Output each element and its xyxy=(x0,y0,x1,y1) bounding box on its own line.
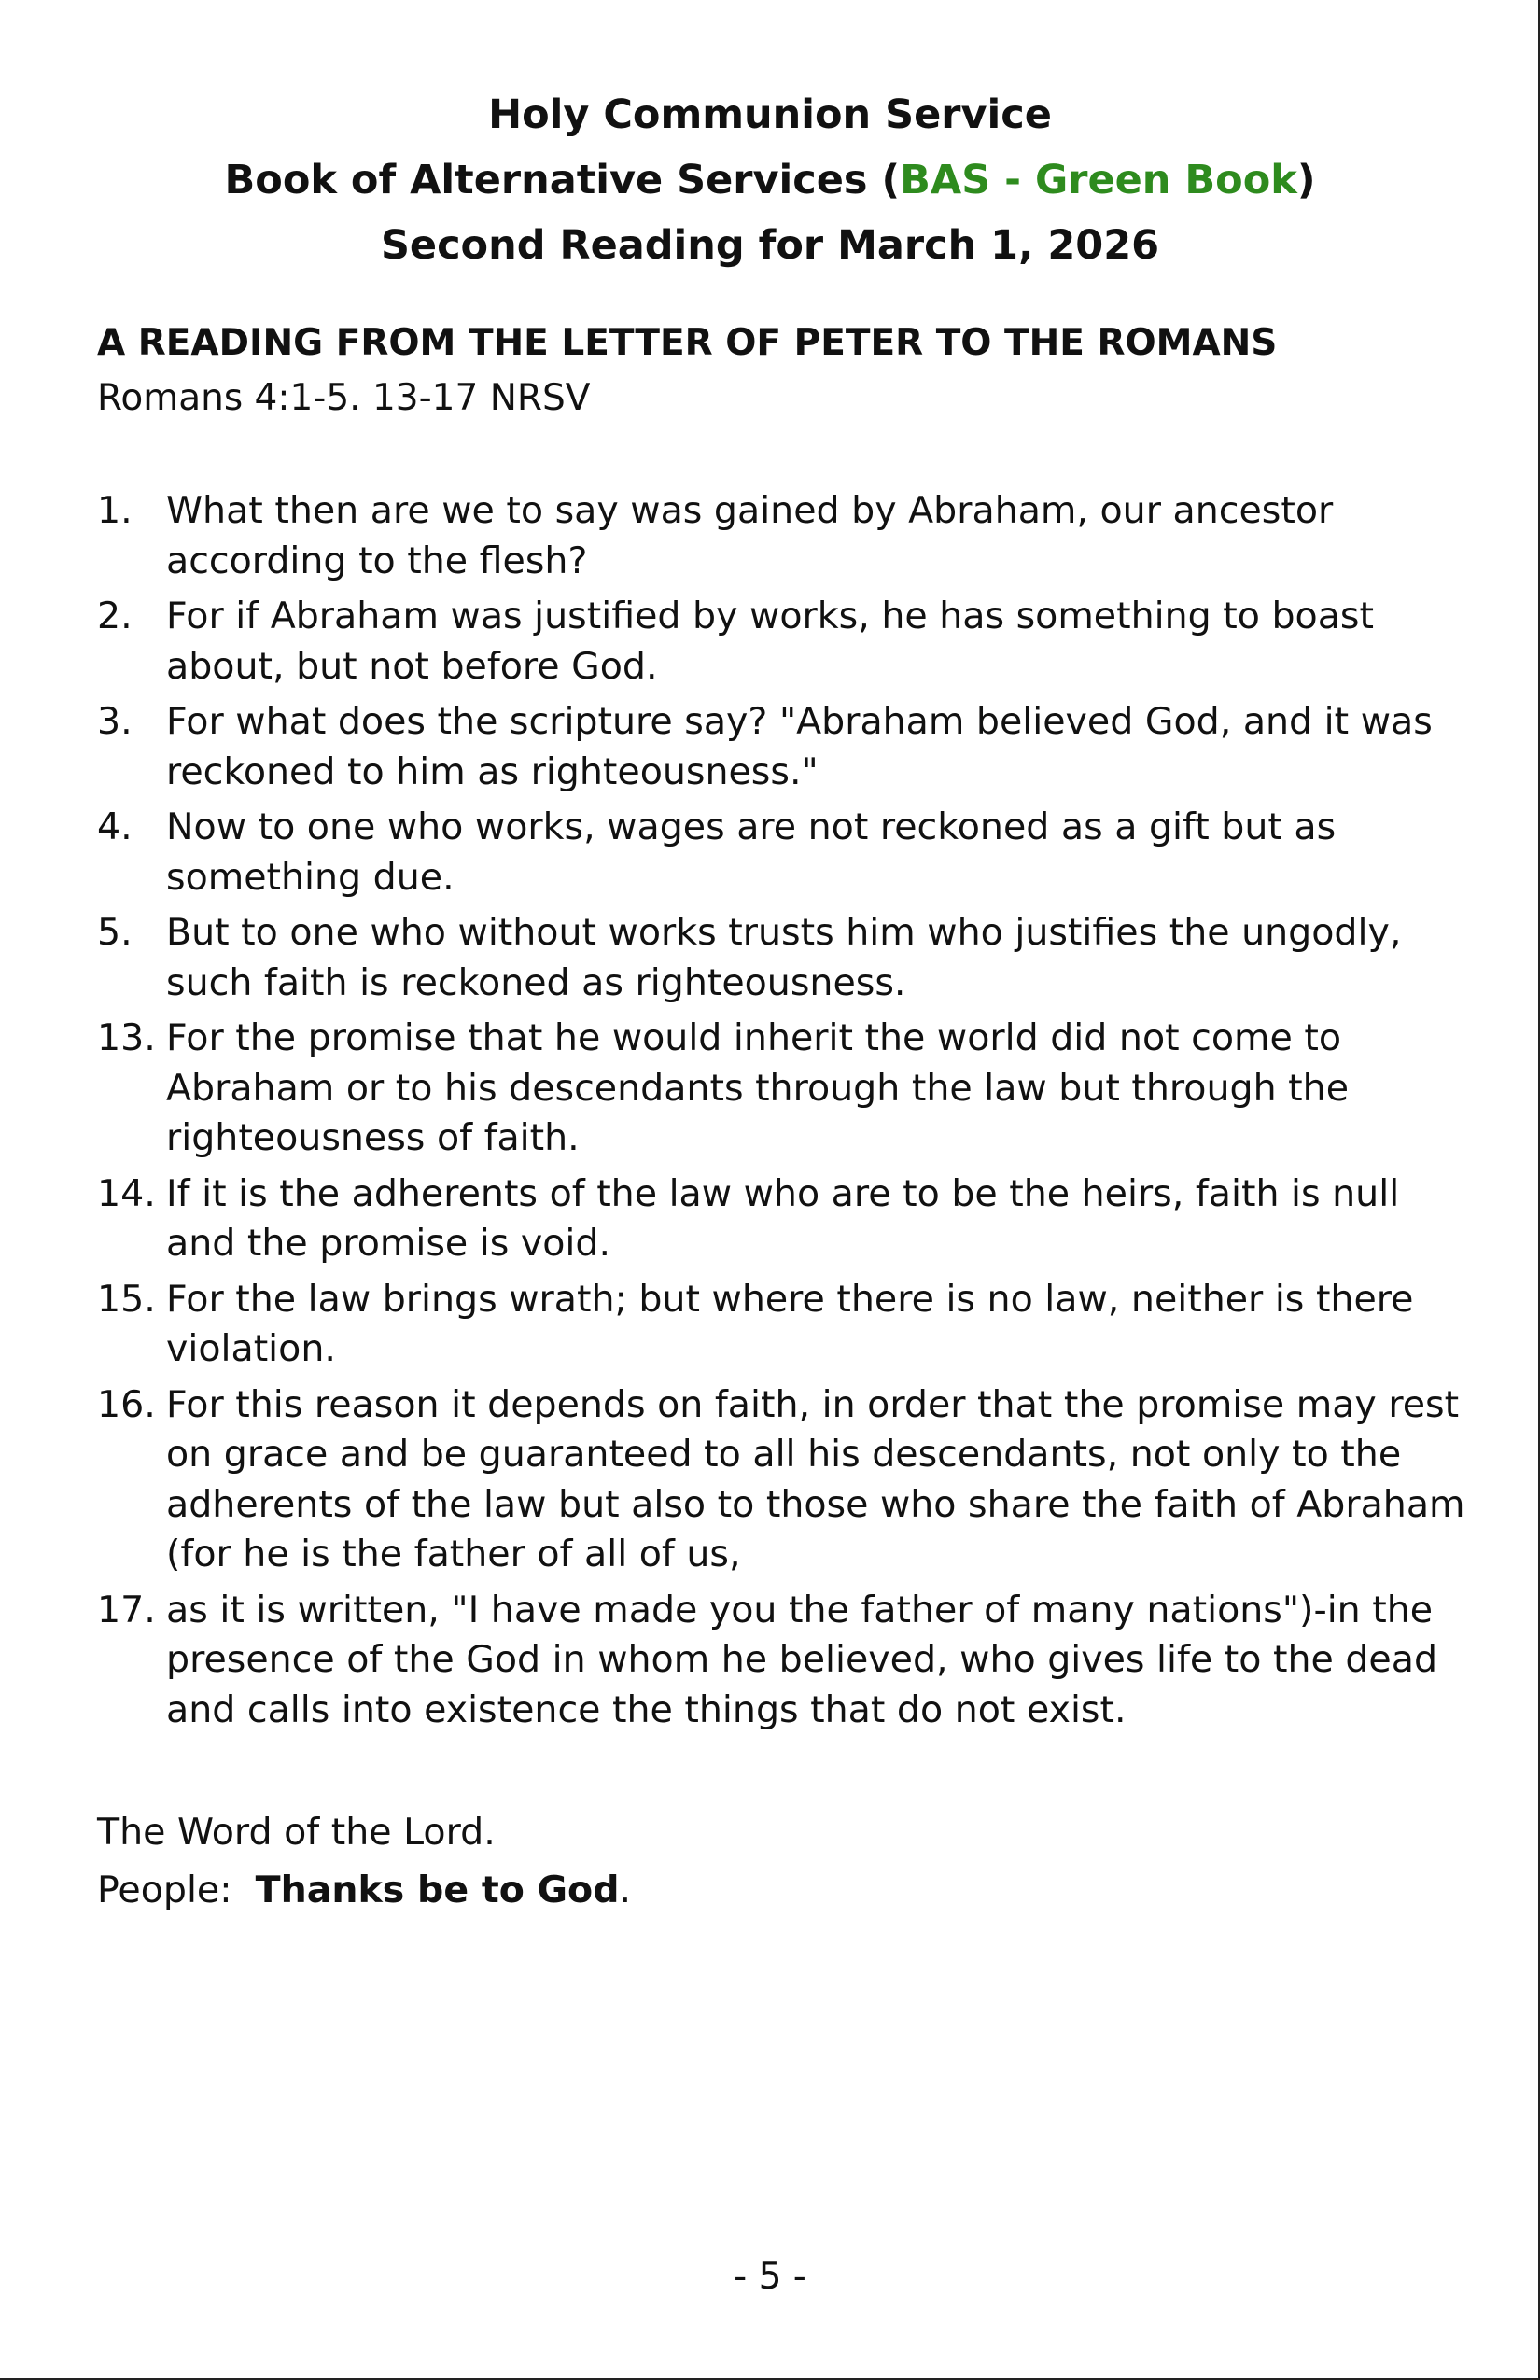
verse-item xyxy=(97,1380,1478,1580)
verse-number: 14. xyxy=(97,1171,156,1215)
people-response-line xyxy=(97,1861,631,1919)
verse-text: For if Abraham was justified by works, he has something to boast about, but not before God. xyxy=(166,595,1374,688)
verse-number: 13. xyxy=(97,1016,156,1059)
verse-text: For what does the scripture say? "Abraham believed God, and it was reckoned to him as righteousness." xyxy=(166,700,1433,793)
verse-number: 15. xyxy=(97,1277,156,1321)
book-title xyxy=(0,147,1540,213)
reading-reference: Romans 4:1-5. 13-17 NRSV xyxy=(97,377,591,419)
verse-text: What then are we to say was gained by Abraham, our ancestor according to the flesh? xyxy=(166,489,1334,582)
verse-item xyxy=(97,1014,1478,1164)
verse-number: 2. xyxy=(97,595,133,637)
reading-date-title: Second Reading for March 1, 2026 xyxy=(380,222,1160,269)
verse-item xyxy=(97,1169,1478,1269)
verse-text: For the law brings wrath; but where there is no law, neither is there violation. xyxy=(166,1277,1414,1370)
verse-number: 5. xyxy=(97,911,133,954)
verse-item xyxy=(97,1586,1478,1736)
verse-number: 16. xyxy=(97,1382,156,1426)
reading-title: A READING FROM THE LETTER OF PETER TO THE ROMANS xyxy=(97,322,1278,364)
document-header xyxy=(0,82,1540,278)
verse-item xyxy=(97,908,1478,1008)
book-title-prefix: Book of Alternative Services ( xyxy=(224,157,901,203)
people-label: People: xyxy=(97,1869,232,1911)
verse-item xyxy=(97,697,1478,797)
verse-item xyxy=(97,486,1478,586)
book-title-suffix: ) xyxy=(1296,157,1316,203)
verse-number: 3. xyxy=(97,700,133,743)
verse-text: as it is written, "I have made you the father of many nations")-in the presence of the God in whom he believed, who gives life to the dead and calls into existence the things that do not exist. xyxy=(166,1588,1438,1731)
people-response-end: . xyxy=(619,1869,632,1911)
word-of-the-lord: The Word of the Lord. xyxy=(97,1811,496,1854)
verse-text: Now to one who works, wages are not reckoned as a gift but as something due. xyxy=(166,805,1337,899)
closing-section xyxy=(97,1803,631,1919)
verse-number: 17. xyxy=(97,1588,156,1631)
page-number: - 5 - xyxy=(734,2256,806,2298)
verse-item xyxy=(97,803,1478,903)
people-response: Thanks be to God xyxy=(255,1869,620,1911)
service-title: Holy Communion Service xyxy=(488,91,1052,138)
verse-item xyxy=(97,1275,1478,1375)
verse-number: 4. xyxy=(97,805,133,848)
verse-text: For this reason it depends on faith, in order that the promise may rest on grace and be guaranteed to all his descendants, not only to the adherents of the law but also to those who share the faith of Abraham (for he is the father of all of us, xyxy=(166,1382,1465,1575)
verse-text: For the promise that he would inherit the world did not come to Abraham or to his descendants through the law but through the righteousness of faith. xyxy=(166,1016,1349,1159)
verse-text: If it is the adherents of the law who are to be the heirs, faith is null and the promise is void. xyxy=(166,1171,1400,1265)
book-title-green: BAS - Green Book xyxy=(900,157,1297,203)
verse-list xyxy=(97,486,1478,1741)
verse-text: But to one who without works trusts him who justifies the ungodly, such faith is reckoned as righteousness. xyxy=(166,911,1402,1004)
verse-number: 1. xyxy=(97,489,133,532)
verse-item xyxy=(97,592,1478,692)
